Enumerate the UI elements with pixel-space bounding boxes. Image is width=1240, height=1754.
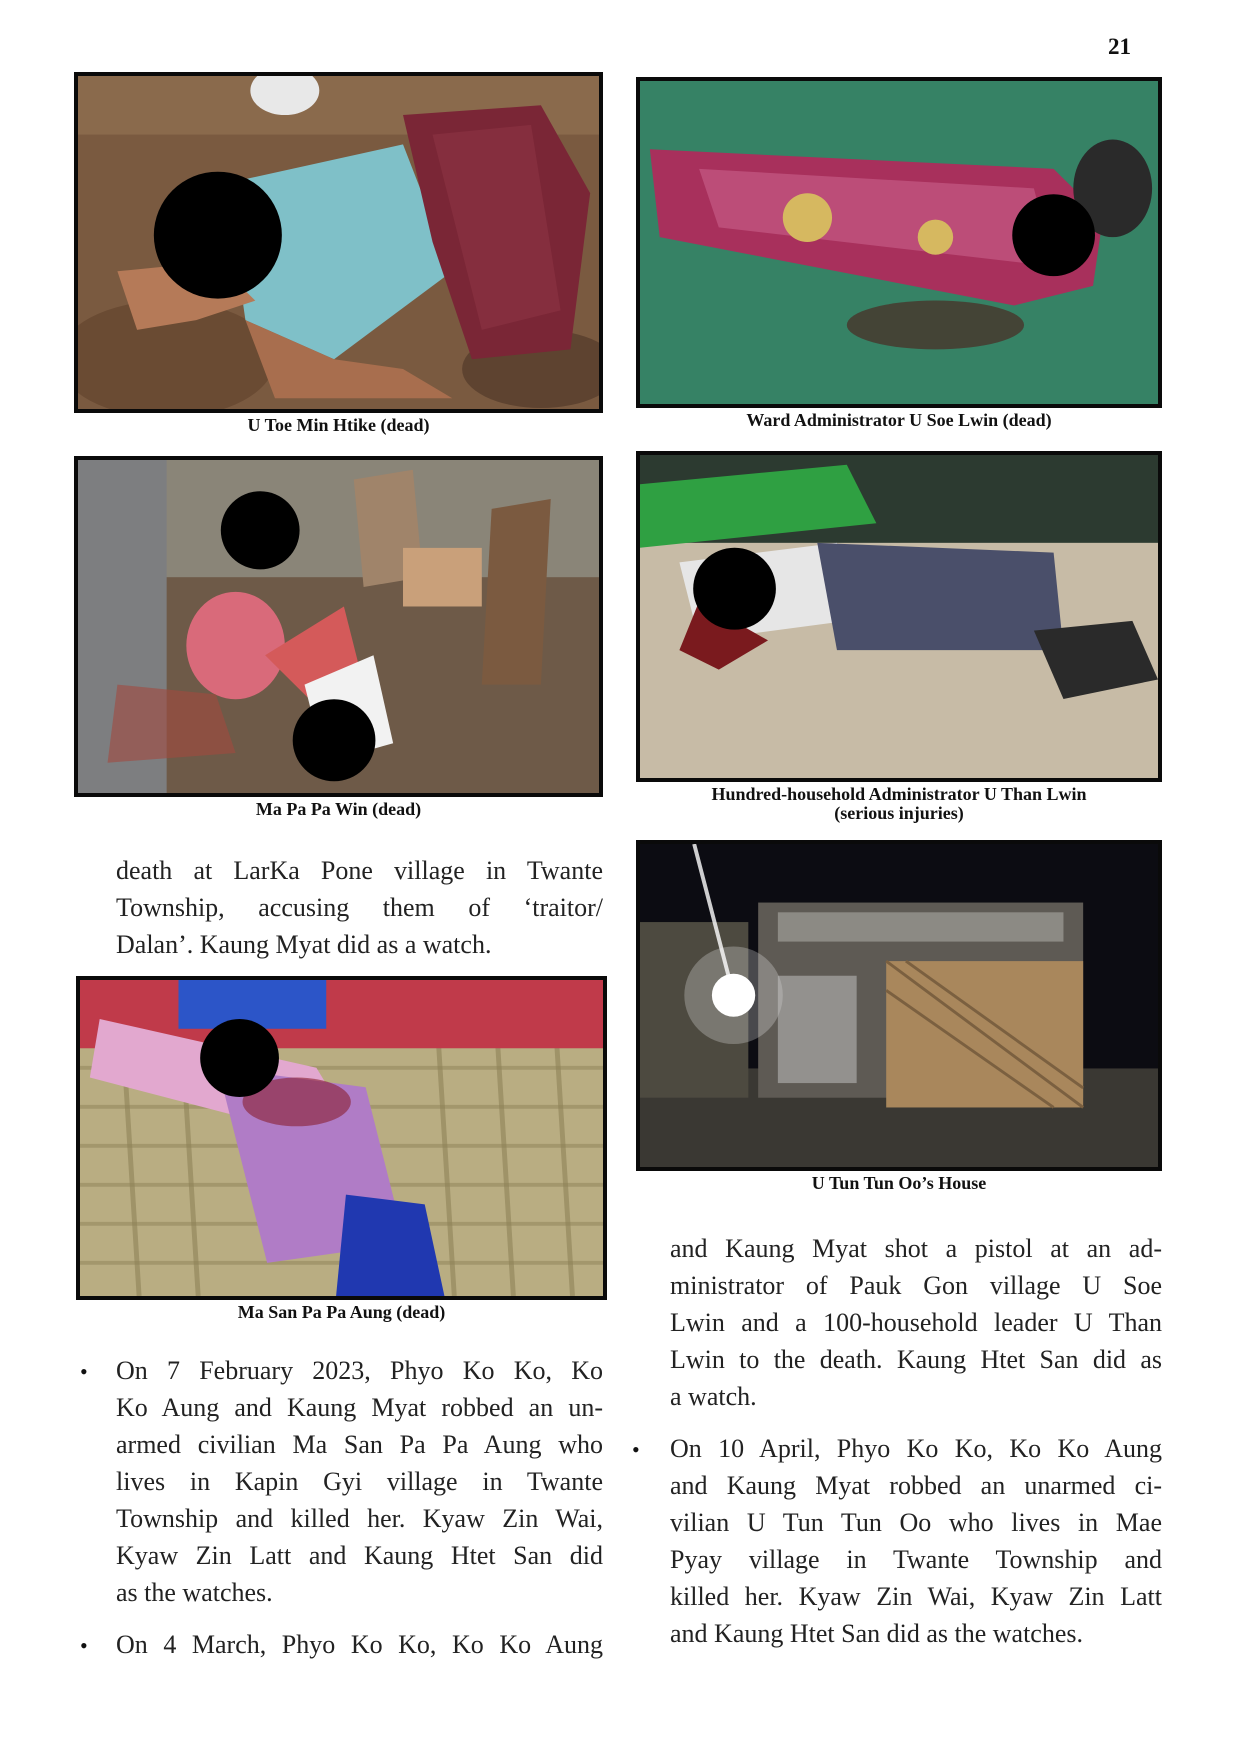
photo-ma-pa-pa-win-image — [78, 460, 599, 793]
caption-u-soe-lwin: Ward Administrator U Soe Lwin (dead) — [746, 410, 1052, 430]
bullet-1-line-7: as the watches. — [116, 1578, 273, 1607]
intro-paragraph-line-1: death at LarKa Pone village in Twante — [116, 856, 603, 885]
bullet-3-line-1: On 10 April, Phyo Ko Ko, Ko Ko Aung — [670, 1434, 1162, 1463]
photo-u-tun-tun-oo-house — [636, 840, 1162, 1171]
bullet-1-marker: • — [80, 1359, 88, 1384]
continued-paragraph-line-2: ministrator of Pauk Gon village U Soe — [670, 1271, 1162, 1300]
page-number: 21 — [1108, 34, 1131, 59]
photo-u-soe-lwin — [636, 77, 1162, 408]
bullet-3-line-4: Pyay village in Twante Township and — [670, 1545, 1162, 1574]
bullet-3-line-5: killed her. Kyaw Zin Wai, Kyaw Zin Latt — [670, 1582, 1162, 1611]
bullet-1-line-1: On 7 February 2023, Phyo Ko Ko, Ko — [116, 1356, 603, 1385]
continued-paragraph-line-5: a watch. — [670, 1382, 757, 1411]
bullet-3-line-3: vilian U Tun Tun Oo who lives in Mae — [670, 1508, 1162, 1537]
caption-ma-san-pa-pa-aung: Ma San Pa Pa Aung (dead) — [237, 1302, 446, 1322]
bullet-2-line-1: On 4 March, Phyo Ko Ko, Ko Ko Aung — [116, 1630, 603, 1659]
bullet-2-marker: • — [80, 1633, 88, 1658]
bullet-1-line-4: lives in Kapin Gyi village in Twante — [116, 1467, 603, 1496]
intro-paragraph-line-3: Dalan’. Kaung Myat did as a watch. — [116, 930, 492, 959]
continued-paragraph-line-1: and Kaung Myat shot a pistol at an ad- — [670, 1234, 1162, 1263]
photo-u-than-lwin — [636, 451, 1162, 782]
continued-paragraph-line-3: Lwin and a 100-household leader U Than — [670, 1308, 1162, 1337]
caption-u-than-lwin — [636, 785, 1162, 823]
bullet-3-marker: • — [632, 1437, 640, 1462]
intro-paragraph-line-2: Township, accusing them of ‘traitor/ — [116, 893, 603, 922]
photo-u-than-lwin-image — [640, 455, 1158, 778]
bullet-1-line-5: Township and killed her. Kyaw Zin Wai, — [116, 1504, 603, 1533]
photo-ma-san-pa-pa-aung — [76, 976, 607, 1300]
photo-ma-pa-pa-win — [74, 456, 603, 797]
continued-paragraph-line-4: Lwin to the death. Kaung Htet San did as — [670, 1345, 1162, 1374]
caption-u-toe-min-htike: U Toe Min Htike (dead) — [247, 415, 430, 435]
bullet-1-line-3: armed civilian Ma San Pa Pa Aung who — [116, 1430, 603, 1459]
bullet-1-line-6: Kyaw Zin Latt and Kaung Htet San did — [116, 1541, 603, 1570]
caption-u-tun-tun-oo-house: U Tun Tun Oo’s House — [811, 1173, 987, 1193]
bullet-3-line-2: and Kaung Myat robbed an unarmed ci- — [670, 1471, 1162, 1500]
photo-u-soe-lwin-image — [640, 81, 1158, 404]
caption-ma-pa-pa-win: Ma Pa Pa Win (dead) — [255, 799, 422, 819]
bullet-3-line-6: and Kaung Htet San did as the watches. — [670, 1619, 1084, 1648]
bullet-1-line-2: Ko Aung and Kaung Myat robbed an un- — [116, 1393, 603, 1422]
photo-ma-san-pa-pa-aung-image — [80, 980, 603, 1296]
caption-u-than-lwin-line-2: (serious injuries) — [834, 803, 964, 823]
photo-u-toe-min-htike — [74, 72, 603, 413]
caption-u-than-lwin-line-1: Hundred-household Administrator U Than Lwin — [711, 784, 1087, 804]
photo-u-tun-tun-oo-house-image — [640, 844, 1158, 1167]
photo-u-toe-min-htike-image — [78, 76, 599, 409]
